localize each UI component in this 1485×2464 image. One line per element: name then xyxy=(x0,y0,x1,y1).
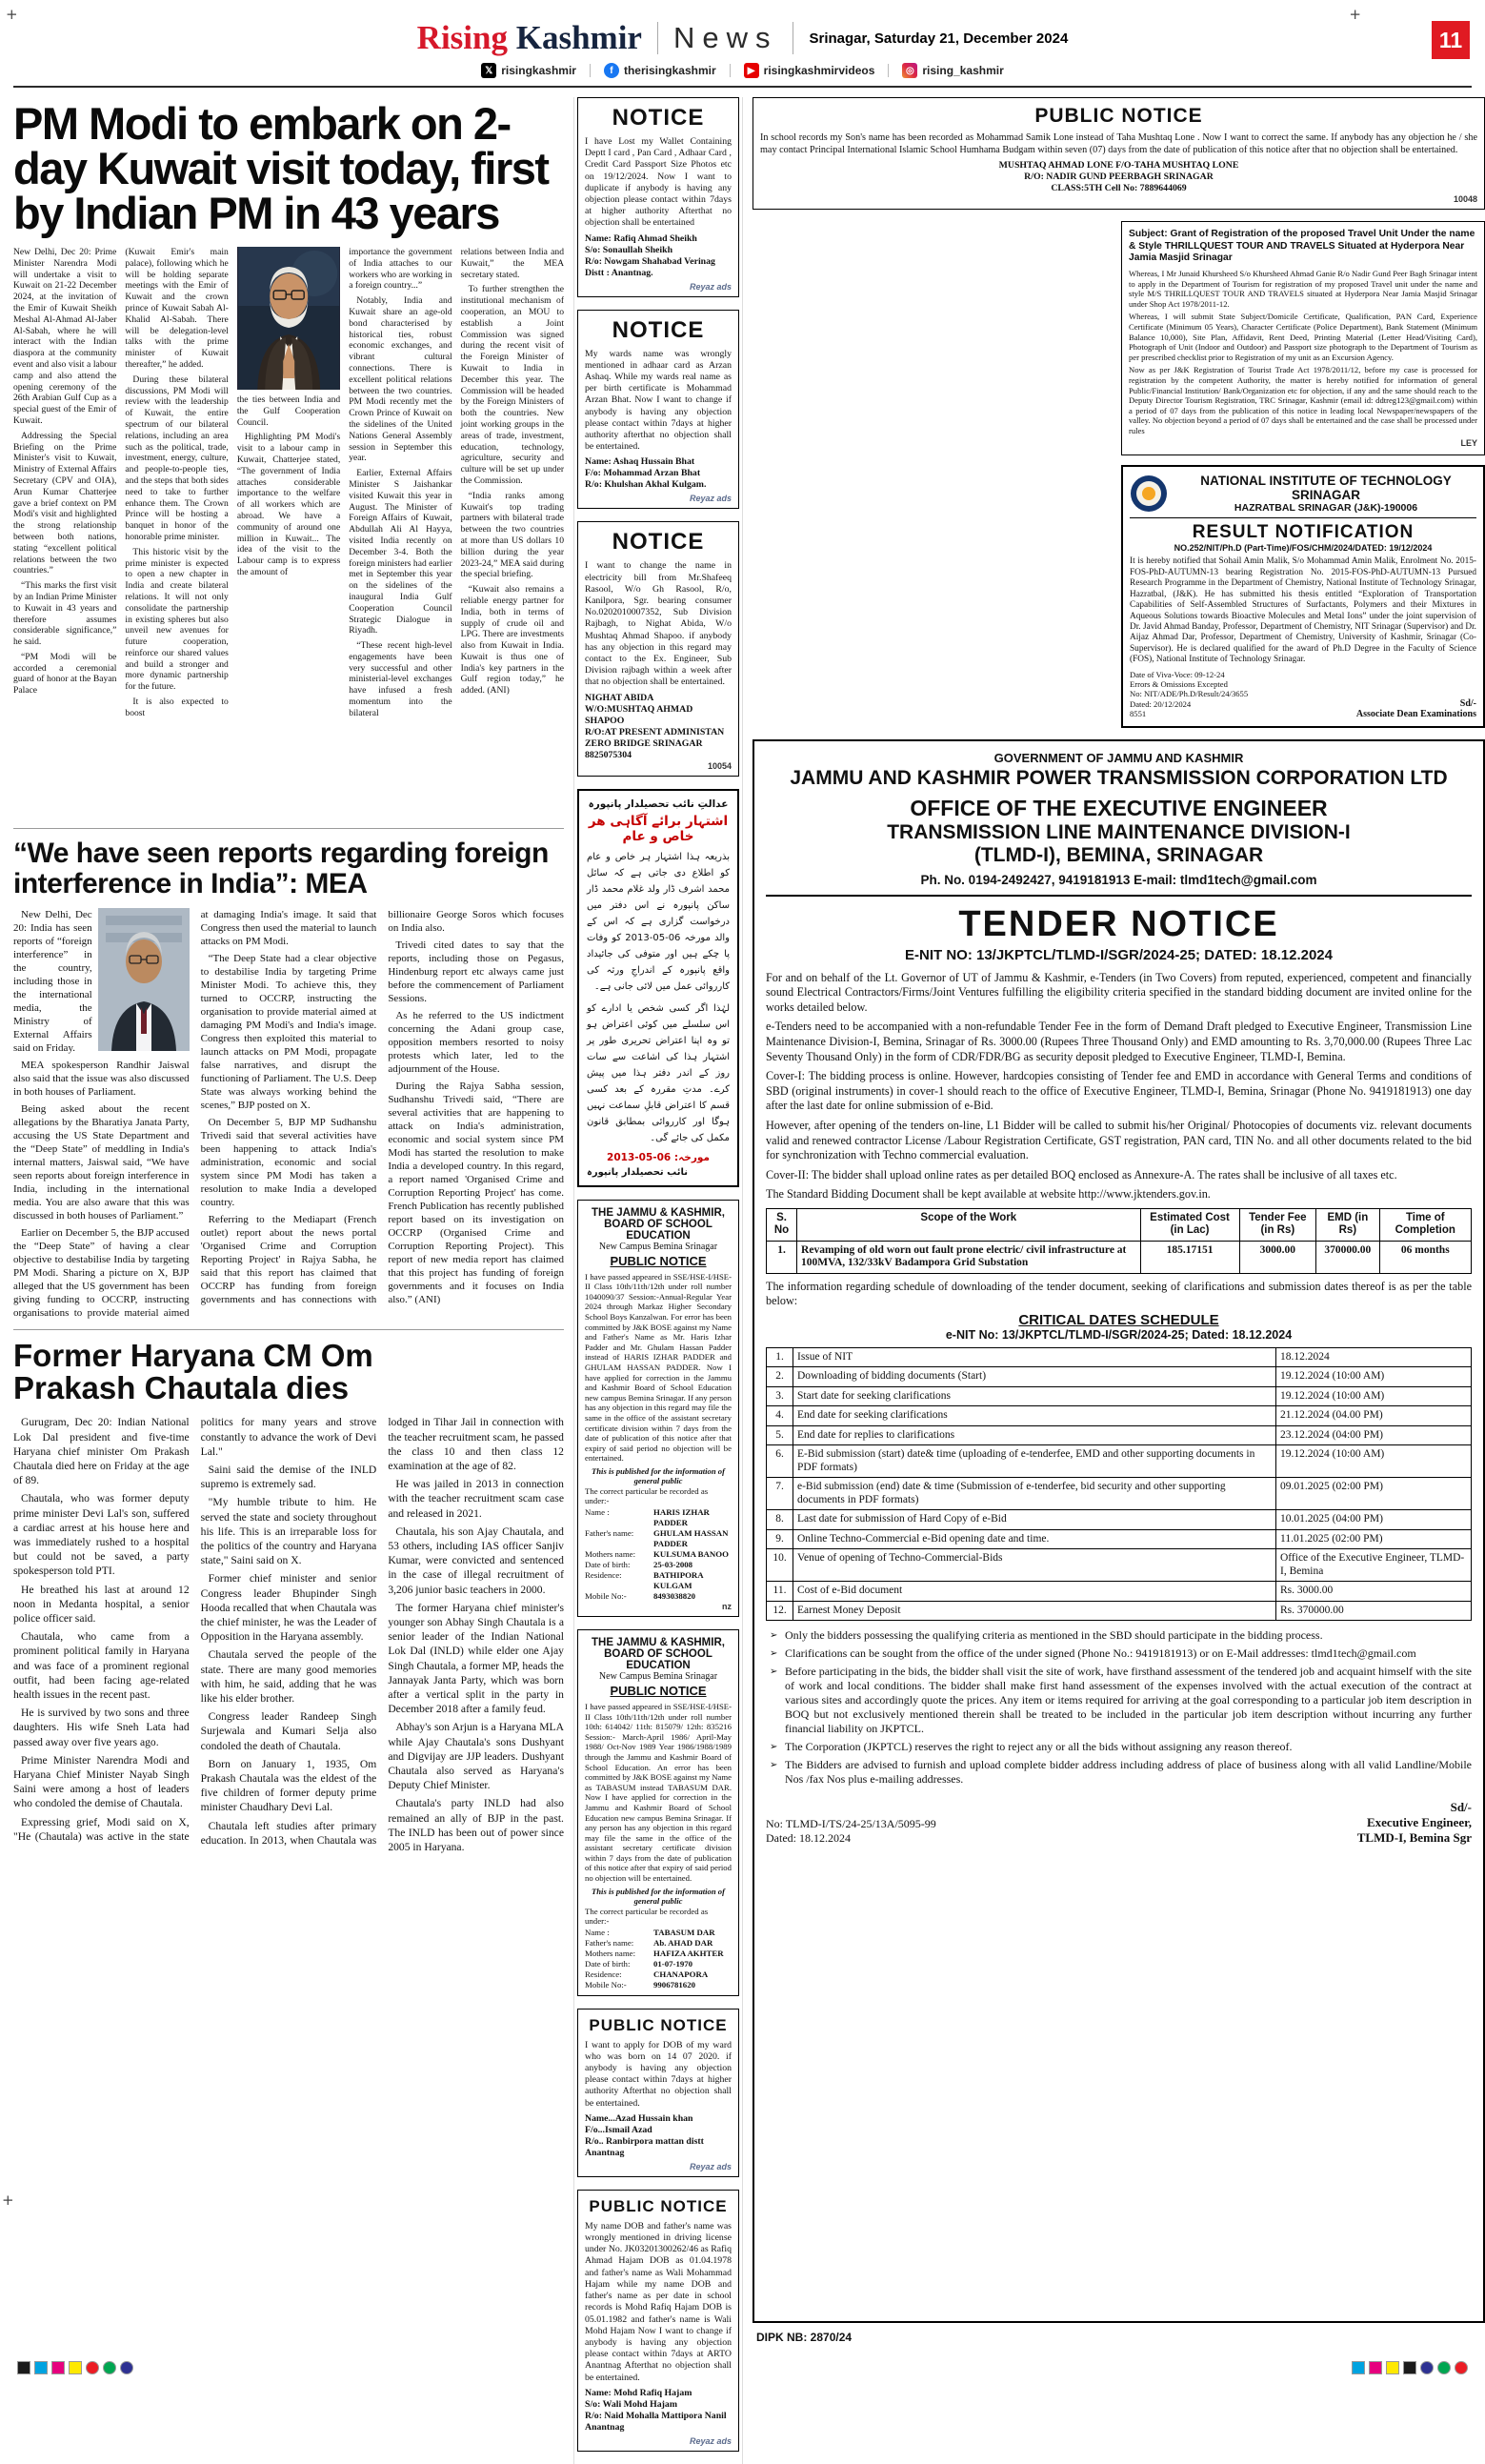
paragraph: Chautala, who came from a prominent political family in Haryana and was face of a prominent regional outfit, had been facing age-related health issues in the recent past. xyxy=(13,1630,190,1701)
column-header: Time of Completion xyxy=(1379,1208,1471,1241)
table-row: Name : HARIS IZHAR PADDER xyxy=(585,1506,710,1527)
paragraph: During the Rajya Sabha session, Sudhanshu Trivedi said, “There are several activities that are happening to attack on India's administration, economic and social system since PM Modi has started the resolution to make India a developed country. In this regard, a report named 'Organised Crime and Corruption Reporting Project' has come. French Publication has recently published report based on its investigation on OCCRP (Organised Crime and Corruption Reporting Project). This report of new media report has claimed that this project has funding of foreign governments and it focuses on India also.” (ANI) xyxy=(388,1081,564,1305)
public-notice-dob xyxy=(577,2009,739,2177)
registration-mark: + xyxy=(1349,6,1361,23)
paragraph: To further strengthen the institutional mechanism of cooperation, an MOU to establish a Joint Commission was signed during the recent visit of the Foreign Minister of Kuwait to India in December this year. The Commission will be headed by the Foreign Ministers of both the countries. New joint working groups in the areas of trade, investment, education, technology, agriculture, security and culture will be set up under the Commission. xyxy=(460,284,564,486)
table-row: 12. Earnest Money Deposit Rs. 370000.00 xyxy=(767,1601,1472,1621)
notice-signatory xyxy=(585,693,732,761)
paragraph: “PM Modi will be accorded a ceremonial guard of honor at the Bayan Palace xyxy=(13,651,117,697)
social-handle: therisingkashmir xyxy=(623,64,716,77)
column-header: Scope of the Work xyxy=(797,1208,1140,1241)
mea-spokesperson-photo xyxy=(98,908,190,1051)
brand-kashmir: Kashmir xyxy=(515,19,642,56)
paragraph: Highlighting PM Modi's visit to a labour camp in Kuwait, Chatterjee stated, “The government of India attaches considerable importance to the welfare of all workers which are abroad. We have a community of around one million in Kuwait... The idea of the visit to the Labour camp is to express the amount of xyxy=(236,432,341,577)
sd-line: Sd/- xyxy=(1450,1800,1472,1815)
notice-signatory-line: S/o: Sonaullah Sheikh xyxy=(585,244,673,255)
critical-dates-table xyxy=(766,1347,1472,1622)
brand-rising: Rising xyxy=(416,19,508,56)
notice-signatory xyxy=(585,2113,732,2159)
social-handle: rising_kashmir xyxy=(922,64,1004,77)
table-row: 5. End date for replies to clarifications 23.12.2024 (04:00 PM) xyxy=(767,1425,1472,1445)
notice-ref-number: LEY xyxy=(1460,438,1477,449)
notice-title: PUBLIC NOTICE xyxy=(589,2015,728,2034)
nit-address-line: HAZRATBAL SRINAGAR (J&K)-190006 xyxy=(1234,502,1418,515)
reyaz-ads-stamp: Reyaz ads xyxy=(689,2435,732,2446)
column-header: EMD (in Rs) xyxy=(1316,1208,1379,1241)
table-row: 7. e-Bid submission (end) date & time (Submission of e-tenderfee, bid security and other supporting documents in PDF formats) 09.01.2025 (02:00 PM) xyxy=(767,1478,1472,1510)
table-row: 8. Last date for submission of Hard Copy of e-Bid 10.01.2025 (04:00 PM) xyxy=(767,1510,1472,1530)
paragraph: During these bilateral discussions, PM Modi will review with the leadership of Kuwait, the entire spectrum of our bilateral relations, including an area such as the political, trade, investment, energy, culture, and people-to-people ties, and the steps that both sides need to take to further enhance them. The Crown Prince will be hosting a banquet in honor of the honorable prime minister. xyxy=(125,374,229,542)
notice-body: I have passed appeared in SSE/HSE-I/HSE-II Class 10th/11th/12th under roll number 1040090/37 Session:-Annual-Regular Year 2024 through Markaz Higher Secondary School Boys Kanzalwan. For error has been committed by J&K BOSE against my Name and Father's Name as Mr. Haris Izhar Padder and Mr. Ghulam Hassan Padder instead of HARIS IZHAR PADDER and GHULAM HASSAN PADDER. Now I have applied for correction in the Jammu and Kashmir Board of School Education new campus Bemina Srinagar. If any person has any objection in this regard may file the same in the office of the assistant secretary certificate division within 7 days from the date of publication of this notice after that expiry of said period no objection will be entertained. xyxy=(585,1271,732,1464)
social-instagram-handle[interactable] xyxy=(902,63,1003,78)
chautala-article-body xyxy=(13,1415,564,1854)
article-column xyxy=(13,247,116,818)
notice-body: I have Lost my Wallet Containing Deptt I card , Pan Card , Adhaar Card , Credit Card Passport Size Photos etc on 19/12/2024. Now I want to duplicate if anybody is having any objection please contact within 7days at higher authority Afterthat no objection shall be entertained xyxy=(585,136,732,229)
notice-signatory-line: S/o: Wali Mohd Hajam xyxy=(585,2398,677,2410)
notices-row xyxy=(753,221,1485,727)
table-row: 9. Online Techno-Commercial e-Bid opening date and time. 11.01.2025 (02:00 PM) xyxy=(767,1529,1472,1549)
notice-body: My wards name was wrongly mentioned in adhaar card as Arzan Ashaq. While my wards real name as per birth certificate is Mohammad Arzan Bhat. Now I want to change if anybody is having any objection please contact within 7days at higher authority afterthat no objection shall be entertained. xyxy=(585,348,732,453)
notice-signatory-line: NIGHAT ABIDA xyxy=(585,692,654,703)
jkbose-public-notice-2 xyxy=(577,1629,739,1996)
urdu-notice-office: عدالتِ نائب تحصیلدار پانپورہ xyxy=(588,798,729,810)
social-facebook-handle[interactable] xyxy=(604,63,716,78)
notice-signatory xyxy=(585,2388,732,2434)
article-divider xyxy=(13,828,564,829)
paragraph: Congress leader Randeep Singh Surjewala and Kumari Selja also condoled the death of Chautala. xyxy=(200,1710,377,1752)
article-column xyxy=(125,247,228,818)
paragraph: “These recent high-level engagements have been very successful and other ministerial-level exchanges have infused a fresh momentum into the bilateral xyxy=(349,640,452,718)
correct-particulars-intro: The correct particular be recorded as under:- xyxy=(585,1485,709,1505)
notice-signatory xyxy=(760,160,1477,194)
paper-brand xyxy=(417,19,642,57)
sd-line: Sd/- xyxy=(1459,697,1476,709)
dateline: Srinagar, Saturday 21, December 2024 xyxy=(809,30,1069,47)
pm-modi-portrait-illustration xyxy=(237,247,340,390)
jkbose-campus: New Campus Bemina Srinagar xyxy=(598,1670,718,1682)
public-notice-driving-licence xyxy=(577,2190,739,2452)
column-header: Estimated Cost (in Lac) xyxy=(1140,1208,1239,1241)
office-line-2: TRANSMISSION LINE MAINTENANCE DIVISION-I xyxy=(887,820,1351,843)
youtube-icon: ▶ xyxy=(744,63,759,78)
article-column-text xyxy=(237,394,340,578)
paragraph: MEA spokesperson Randhir Jaiswal also said that the issue was also discussed in both houses of Parliament. xyxy=(13,1060,190,1098)
classified-notices-column xyxy=(573,97,743,2464)
masthead xyxy=(0,0,1485,57)
pm-modi-photo xyxy=(237,247,340,390)
result-signature xyxy=(1356,698,1476,719)
work-scope-table xyxy=(766,1208,1472,1274)
notice-ref-number: 10054 xyxy=(707,760,732,771)
paragraph: Abhay's son Arjun is a Haryana MLA while Ajay Chautala's sons Dushyant and Digvijay are JJP leaders. Dushyant Chautala also served as Haryana's Deputy Chief Minister. xyxy=(388,1721,564,1792)
paragraph: Cover-I: The bidding process is online. However, hardcopies consisting of Tender fee and EMD in accordance with General Terms and conditions of SBD (original instruments) in cover-1 should reach to the office of Executive Engineer, TLMD-I, Bemina, Srinagar (Phone No. 9419181913) one day after the last date for online submission of e-Bid. xyxy=(766,1069,1472,1113)
paragraph: Chautala served the people of the state. There are many good memories with him, he said, adding that he was like his elder brother. xyxy=(200,1648,377,1705)
jkbose-org-name: THE JAMMU & KASHMIR, BOARD OF SCHOOL EDUCATION xyxy=(592,1636,725,1671)
official-notices-column xyxy=(753,97,1485,2344)
paragraph: On December 5, BJP MP Sudhanshu Trivedi said that several activities have been happening to attack India's administration, economic and social system since PM Modi has taken a resolution to make India a developed country. xyxy=(200,1117,377,1208)
paragraph: Cover-II: The bidder shall upload online rates as per detailed BOQ enclosed as Annexure-A. The rates shall be inclusive of all taxes etc. xyxy=(766,1167,1397,1182)
contact-line[interactable]: Ph. No. 0194-2492427, 9419181913 E-mail: tlmd1tech@gmail.com xyxy=(920,872,1317,887)
notice-signatory-line: R/O:AT PRESENT ADMINISTAN ZERO BRIDGE SRINAGAR xyxy=(585,726,725,749)
reyaz-ads-stamp: Reyaz ads xyxy=(689,281,732,292)
viva-date: Date of Viva-Voce: 09-12-24 xyxy=(1130,669,1225,679)
paragraph: The former Haryana chief minister's younger son Abhay Singh Chautala is a senior leader of the Indian National Lok Dal (INLD) while elder one Ajay Singh Chautala, a former MP, heads the Jannayak Janta Party, which was born after a vertical split in the party in December 2018 after a family feud. xyxy=(388,1601,564,1716)
notice-signatory xyxy=(585,233,732,279)
divider xyxy=(888,64,889,77)
paragraph: New Delhi, Dec 20: Prime Minister Narendra Modi will undertake a visit to Kuwait on 21-22 December 2024, at the invitation of the Emir of Kuwait Sheikh Meshal Al-Ahmad Al-Jaber Al-Sabah, where he will interact with the Indian diaspora at the community event and also visit a labour camp and also attend the opening ceremony of the 26th Arabian Gulf Cup as a special guest of the Emir of Kuwait. xyxy=(13,247,117,426)
notice-title: PUBLIC NOTICE xyxy=(610,1683,707,1698)
subject-heading: Subject: Grant of Registration of the proposed Travel Unit Under the name & Style THRILLQUEST TOUR AND TRAVELS Situated at Hyderpora Near Jamia Masjid Srinagar xyxy=(1129,229,1475,264)
result-small-ref: 8551 xyxy=(1130,709,1147,719)
notice-signatory-line: Distt : Anantnag. xyxy=(585,267,653,278)
notice-signatory-line: W/O:MUSHTAQ AHMAD SHAPOO xyxy=(585,703,693,726)
paragraph: "My humble tribute to him. He served the state and society throughout his life. This is an irreparable loss for the politics of the country and Haryana state," Saini said on X. xyxy=(200,1496,377,1567)
article-column xyxy=(349,247,452,818)
urdu-notice-signature: نائب تحصیلدار پانپورہ xyxy=(587,1166,688,1178)
jkbose-public-notice-1 xyxy=(577,1200,739,1617)
dean-line: Associate Dean Examinations xyxy=(1355,708,1476,719)
table-row: 6. E-Bid submission (start) date& time (uploading of e-tenderfee, EMD and other supporting documents in PDF formats) 19.12.2024 (10:00 AM) xyxy=(767,1445,1472,1478)
chautala-headline: Former Haryana CM Om Prakash Chautala dies xyxy=(13,1338,373,1405)
tender-no-line: No: TLMD-I/TS/24-25/13A/5095-99 xyxy=(766,1817,936,1831)
table-row: Father's name: GHULAM HASSAN PADDER xyxy=(585,1527,729,1548)
result-body: It is hereby notified that Sohail Amin Malik, S/o Mohammad Amin Malik, Enrolment No. 2015-FOS-PhD-AUTUMN-13 bearing Registration No. 2015-FOS-PhD-AUTUMN-13 Pursued Research Programme in the Department of Chemistry, National Institute of Technology Srinagar, Hazratbal, (J&K). He has submitted his thesis entitled “Exploration of Transportation Capabilities of Self-Assembled Structures of Surfactants, Polymers and their Mixtures in Aqueous Solutions towards Bioactive Molecules and Metal Ions” under the joint supervision of Dr. Javid Ahmad Banday, Professor, Department of Chemistry, NIT Srinagar (Supervisor) and Dr. Aijaz Ahmad Dar, Professor, Department of Chemistry, University of Kashmir, Srinagar (Co- Supervisor). He is declared qualified for the award of Ph.D Degree in the Faculty of Science (FOS), National Institute of Technology Srinagar. xyxy=(1130,556,1476,665)
paragraph: relations between India and Kuwait,” the MEA secretary stated. xyxy=(460,247,564,280)
x-icon: 𝕏 xyxy=(481,63,496,78)
paragraph: e-Tenders need to be accompanied with a non-refundable Tender Fee in the form of Demand Draft pledged to Executive Engineer, Transmission Line Maintenance Division-I, Bemina, Srinagar of Rs. 3000.00 (Rupees Three Thousand Only) and EMD amounting to Rs. 3,70,000.00 (Rupees Three Lac Seventy Thousand Only) in the form of CDR/FDR/BG as security deposit pledged to Executive Engineer, TLMD-I, Bemina. xyxy=(766,1020,1472,1063)
table-row: 2. Downloading of bidding documents (Start) 19.12.2024 (10:00 AM) xyxy=(767,1367,1472,1387)
urdu-notice-date: مورخہ: 06-05-2013 xyxy=(607,1151,710,1163)
paragraph: However, after opening of the tenders on-line, L1 Bidder will be called to submit his/her Original/ Photocopies of documents viz. relevant documents valid and renewed contractor License /Labour Registration Certificate, GST registration, PAN card, TIN No. and all other documents related to the bid for synchronization with Techno commercial evaluation. xyxy=(766,1118,1472,1162)
paragraph: Referring to the Mediapart (French outlet) report about the news portal 'Organised Crime and Corruption Reporting Project' in Rajya Sabha, he said that this report has claimed that OCCRP has funding from foreign governments and has connections with billionaire George Soros which focuses on India also. xyxy=(200,909,564,1305)
column-header: Tender Fee (in Rs) xyxy=(1239,1208,1316,1241)
notice-title: PUBLIC NOTICE xyxy=(589,2196,728,2215)
particulars-table xyxy=(585,1507,732,1602)
condition-item: ➢ Clarifications can be sought from the office of the under signed (Phone No.: 9419181913) or on E-Mail addresses: tlmd1tech@gmail.com xyxy=(770,1646,1472,1661)
table-row: Date of birth: 25-03-2008 xyxy=(585,1559,693,1569)
table-row: 4. End date for seeking clarifications 21.12.2024 (04.00 PM) xyxy=(767,1406,1472,1426)
table-row: 10. Venue of opening of Techno-Commercial-Bids Office of the Executive Engineer, TLMD-I, Bemina xyxy=(767,1549,1472,1582)
tender-footer-left xyxy=(766,1817,936,1846)
tender-date-line: Dated: 18.12.2024 xyxy=(766,1831,851,1846)
paragraph: Being asked about the recent allegations by the Bharatiya Janata Party, accusing the US State Department and the “Deep State” of meddling in India's internal matters, Jaiswal said, “We have seen reports about foreign interference in India, including in the international media. You are also aware that this was discussed in both houses of Parliament.” xyxy=(13,1103,190,1222)
table-row: Date of birth: 01-07-1970 xyxy=(585,1958,693,1969)
particulars-table xyxy=(585,1928,732,1990)
table-row: Mothers name: KULSUMA BANOO xyxy=(585,1548,729,1559)
result-notification-title: RESULT NOTIFICATION xyxy=(1192,522,1415,543)
condition-item: ➢ The Corporation (JKPTCL) reserves the right to reject any or all the bids without assigning any reason thereof. xyxy=(770,1740,1472,1754)
instagram-icon: ◎ xyxy=(902,63,917,78)
paragraph: Saini said the demise of the INLD supremo is extremely sad. xyxy=(200,1463,377,1491)
paragraph: Expressing grief, Modi said on X, "He (Chautala) was active in the state politics for many years and strove constantly to advance the work of Devi Lal." xyxy=(13,1416,377,1843)
table-row: 1. Revamping of old worn out fault prone electric/ civil infrastructure at 100MVA, 132/33kV Badampora Grid Substation 185.17151 3000.00 370000.00 06 months xyxy=(767,1241,1472,1273)
nit-org-name xyxy=(1175,474,1476,514)
social-x-handle[interactable] xyxy=(481,63,576,78)
urdu-notice-body xyxy=(587,849,730,1146)
color-calibration-bar xyxy=(17,2361,133,2374)
mea-article-text xyxy=(13,908,564,1320)
office-line-1: OFFICE OF THE EXECUTIVE ENGINEER xyxy=(910,795,1328,820)
paragraph: Whereas, I Mr Junaid Khursheed S/o Khursheed Ahmad Ganie R/o Nadir Gund Peer Bagh Srinagar intent to apply in the Department of Tourism for registration of my proposed Travel unit under the name and style M/S THRILLQUEST TOUR AND TRAVELS situated at Hyderpora Near Jamia Masjid Srinagar under Shop Act 1978/2011-12. xyxy=(1129,268,1477,309)
enit-line: E-NIT NO: 13/JKPTCL/TLMD-I/SGR/2024-25; DATED: 18.12.2024 xyxy=(904,946,1333,963)
paragraph: Chautala, his son Ajay Chautala, and 53 others, including IAS officer Sanjiv Kumar, were convicted and sentenced in the case of illegal recruitment of 3,206 junior basic teachers in 2000. xyxy=(388,1525,564,1596)
result-date-line: Dated: 20/12/2024 xyxy=(1130,698,1192,709)
social-handle: risingkashmir xyxy=(501,64,576,77)
notice-body: In school records my Son's name has been recorded as Mohammad Samik Lone instead of Taha Mushtaq Lone . Now I want to correct the same. If anybody has any objection he / she may contact Principal International Islamic School Humhama Budgam within seven (07) days from the date of publication of this notice after that no objection shall be entertained. xyxy=(760,132,1477,155)
notice-signatory-line: MUSHTAQ AHMAD LONE F/O-TAHA MUSHTAQ LONE xyxy=(998,160,1239,172)
paragraph: Earlier, External Affairs Minister S Jaishankar visited Kuwait this year in August. The Minister of Foreign Affairs of Kuwait, Abdullah Ali Al Hayya, visited India recently on December 3-4. Both the foreign ministers had earlier met in September this year on the sidelines of the inaugural India Gulf Cooperation Council Strategic Dialogue in Riyadh. xyxy=(349,468,452,636)
urdu-notice-title: اشتہار برائے آگاہی هر خاص و عام xyxy=(588,813,729,844)
condition-item: ➢ Before participating in the bids, the bidder shall visit the site of work, have firsthand assessment of the tendered job and acquaint himself with the site of work and local conditions. The bidder shall make first hand assessment of the expenses involved with the actual execution of the contract at various sites and accordingly quote the prices. Any item or items required for arriving at the goal corresponding to a particular job item description in BOQ but not exclusively mentioned therein shall be treated to be included in the particular job item description without incurring any further financial liability on JKPTCL. xyxy=(770,1665,1472,1736)
paragraph: Chautala's party INLD had also remained an ally of BJP in the past. The INLD has been out of power since 2005 in Haryana. xyxy=(388,1797,564,1853)
paragraph: Born on January 1, 1935, Om Prakash Chautala was the eldest of the five children of former deputy prime minister Chaudhary Devi Lal. xyxy=(200,1757,377,1814)
dipk-reference: DIPK NB: 2870/24 xyxy=(756,2330,853,2344)
notice-body: I want to change the name in electricity bill from Mr.Shafeeq Rasool, W/o Gh Rasool, R/o, Kanilpora, Sgr. bearing consumer No.0202010007352, Sub Division Rajbagh, to Nighat Abida, W/o Mushtaq Ahmad Shapoo. if anybody has any objection in this regard may contact to the Ex. Engineer, Sub Division rajbagh within a week after that no objection shall be entertained. xyxy=(585,560,732,688)
nit-logo-icon xyxy=(1130,475,1168,513)
notice-electricity-bill xyxy=(577,521,739,776)
paragraph: New Delhi, Dec 20: India has seen reports of “foreign interference” in the country, including those in the international media, the Ministry of External Affairs said on Friday. xyxy=(13,909,92,1054)
work-table-header-row xyxy=(767,1208,1472,1241)
condition-item: ➢ Only the bidders possessing the qualifying criteria as mentioned in the SBD should participate in the bidding process. xyxy=(770,1628,1472,1643)
result-footer xyxy=(1130,670,1476,719)
table-row: 1. Issue of NIT 18.12.2024 xyxy=(767,1347,1472,1367)
correct-particulars-intro: The correct particular be recorded as under:- xyxy=(585,1906,709,1926)
table-row: Name : TABASUM DAR xyxy=(585,1927,715,1937)
paragraph: The Standard Bidding Document shall be kept available at website http://www.jktenders.gov.in. xyxy=(766,1187,1211,1202)
notice-lost-wallet xyxy=(577,97,739,297)
notice-title: NOTICE xyxy=(612,105,705,131)
critical-dates-title: CRITICAL DATES SCHEDULE xyxy=(1018,1311,1219,1328)
notice-signatory-line: 8825075304 xyxy=(585,749,632,760)
tender-footer xyxy=(766,1800,1472,1846)
divider xyxy=(590,64,591,77)
notice-info-line: This is published for the information of general public xyxy=(592,1465,725,1485)
table-row: Residence: BATHIPORA KULGAM xyxy=(585,1569,704,1590)
paragraph: importance the government of India attaches to our workers who are working in a foreign country...” xyxy=(349,247,452,292)
paragraph: “India ranks among Kuwait's top trading partners with bilateral trade between the two countries at more than US dollars 10 billion during the year 2023-24,” MEA said during the special briefing. xyxy=(460,490,564,580)
notice-body: I have passed appeared in SSE/HSE-I/HSE-II Class 10th/11th/12th under roll number 10th: 614042/ 11th: 815079/ 12th: 835216 Session:- March-April 1986/ April-May 1988/ Oct-Nov 1989 Year 1986/1988/1989 through the Jammu and Kashmir Board of School Education. An error has been committed by J&K BOSE against my Name as TABASUM instead TABASUM DAR. Now I have applied for correction in the Jammu and Kashmir Board of School Education new campus Bemina Srinagar. If any person has any objection in this regard may file the same in the office of the assistant secretary certificate division within 7 days from the date of publication of this notice after that expiry of said period no objection will be entertained. xyxy=(585,1701,732,1884)
social-bar xyxy=(0,63,1485,78)
jkptcl-tender-notice xyxy=(753,739,1485,2323)
mea-spokesperson-portrait-illustration xyxy=(98,908,190,1051)
notice-adhaar-name xyxy=(577,310,739,510)
table-row: Father's name: Ab. AHAD DAR xyxy=(585,1937,713,1948)
masthead-rule xyxy=(13,86,1472,88)
paragraph: Earlier on December 5, the BJP accused the “Deep State” of having a clear objective to destabilise India by targeting PM Modi. Sharing a picture on X, BJP alleged that the US government has been giving funding to OCCRP, instructing organisations to provide material aimed at damaging India's image. It said that Congress then used the material to launch attacks on PM Modi. xyxy=(13,909,377,1319)
notice-title: NOTICE xyxy=(612,316,705,343)
notice-signatory-line: F/o: Mohammad Arzan Bhat xyxy=(585,468,701,479)
notice-ref-number: 10048 xyxy=(1453,194,1477,205)
notice-signatory-line: Name: Mohd Rafiq Hajam xyxy=(585,2387,692,2398)
notice-body: I want to apply for DOB of my ward who was born on 14 07 2020. if anybody is having any objection please contact within 7days at higher authority Afterthat no objection shall be entertained. xyxy=(585,2039,732,2109)
table-row: 11. Cost of e-Bid document Rs. 3000.00 xyxy=(767,1582,1472,1602)
public-notice-school-records xyxy=(753,97,1485,210)
paragraph: (Kuwait Emir's main palace), following which he will be holding separate meetings with the Emir of Kuwait and the crown prince of Kuwait Sabah Al-Khalid Al-Sabah. There will be delegation-level talks with the prime minister of Kuwait thereafter,” he added. xyxy=(125,247,229,370)
right-notice-stack xyxy=(1121,221,1485,727)
lead-article xyxy=(13,98,564,818)
eoe-line: Errors & Omissions Excepted xyxy=(1130,678,1228,689)
article-column xyxy=(461,247,564,818)
result-footer-left xyxy=(1130,670,1248,719)
notice-signatory-line: R/o: Nowgam Shahabad Verinag xyxy=(585,255,715,267)
divider xyxy=(657,22,658,54)
notice-signatory-line: R/o.. Ranbirpora mattan distt Anantnag xyxy=(585,2135,704,2158)
paragraph: Chautala left studies after primary education. In 2013, when Chautala was lodged in Tihar Jail in connection with the teacher recruitment scam, he passed the class 10 and then class 12 examination at the age of 82. xyxy=(200,1416,564,1847)
notice-info-line: This is published for the information of general public xyxy=(592,1886,725,1906)
paragraph: Addressing the Special Briefing on the Prime Minister's visit to Kuwait, Ministry of External Affairs Secretary (CPV and OIA), Arun Kumar Chatterjee gave a brief context on PM Modi's visit and highlighted the strong relationship between both nations, stating “excellent political relations between the two countries.” xyxy=(13,430,117,576)
result-ref-line: NO.252/NIT/Ph.D (Part-Time)/FOS/CHM/2024/DATED: 19/12/2024 xyxy=(1174,543,1433,554)
main-articles-column xyxy=(13,97,564,1854)
engineer-line: Executive Engineer, xyxy=(1366,1815,1472,1830)
reyaz-ads-stamp: Reyaz ads xyxy=(689,2161,732,2171)
page-content xyxy=(0,97,1485,2464)
notice-title: NOTICE xyxy=(612,529,705,555)
page-number-badge: 11 xyxy=(1432,21,1470,59)
division-line: TLMD-I, Bemina Sgr xyxy=(1356,1830,1472,1846)
paragraph: It is also expected to boost xyxy=(125,697,229,718)
result-no-line: No: NIT/ADE/Ph.D/Result/24/3655 xyxy=(1130,689,1249,699)
facebook-icon: f xyxy=(604,63,619,78)
notice-signatory-line: F/o...Ismail Azad xyxy=(585,2124,652,2135)
paragraph: Notably, India and Kuwait share an age-old bond characterised by historical ties, robust economic exchanges, and vibrant cultural connections. There is excellent political relations between the two countries. PM Modi recently met the Crown Prince of Kuwait on the sidelines of the United Nations General Assembly session in September this year. xyxy=(349,295,452,464)
paragraph: He was jailed in 2013 in connection with the teacher recruitment scam case and released in 2021. xyxy=(388,1478,564,1520)
paragraph: He is survived by two sons and three daughters. His wife Sneh Lata had passed away over five years ago. xyxy=(13,1707,190,1748)
paragraph: “The Deep State had a clear objective to destabilise India by targeting Prime Minister Modi. To achieve this, they turned to OCCRP, instructing the organisation to provide material aimed at damaging PM Modi's and India's image. Congress then exploited this material to launch attacks on PM Modi, propagate false narratives, and disrupt the functioning of Parliament. The U.S. Deep State was always working behind the scenes,” BJP posted on X. xyxy=(200,953,377,1111)
registration-mark: + xyxy=(2,2191,14,2209)
critical-dates-subtitle: e-NIT No: 13/JKPTCL/TLMD-I/SGR/2024-25; Dated: 18.12.2024 xyxy=(945,1327,1293,1342)
subject-body xyxy=(1129,269,1477,436)
article-divider xyxy=(13,1329,564,1330)
notice-signatory-line: R/O: NADIR GUND PEERBAGH SRINAGAR xyxy=(1024,172,1214,183)
table-row: Residence: CHANAPORA xyxy=(585,1969,709,1979)
paragraph: “Kuwait also remains a reliable energy partner for India, both in terms of supply of crude oil and LPG. There are investments also from Kuwait in India. Kuwait is thus one of India's key partners in the Gulf region today,” he added. (ANI) xyxy=(460,584,564,697)
nit-header xyxy=(1130,474,1476,518)
jkbose-org-name: THE JAMMU & KASHMIR, BOARD OF SCHOOL EDUCATION xyxy=(592,1206,725,1242)
paragraph: As he referred to the US indictment concerning the Adani group case, opposition members resorted to noisy protests which later, led to the adjournment of the House. xyxy=(388,1010,564,1075)
notice-signatory xyxy=(585,456,732,491)
condition-item: ➢ The Bidders are advised to furnish and upload complete bidder address including address of place of business along with all valid Landline/Mobile Nos /fax Nos plus e-mailing addresses. xyxy=(770,1758,1472,1787)
notice-title: PUBLIC NOTICE xyxy=(1034,105,1203,127)
table-row: 3. Start date for seeking clarifications 19.12.2024 (10:00 AM) xyxy=(767,1386,1472,1406)
jkbose-campus: New Campus Bemina Srinagar xyxy=(598,1241,718,1252)
paragraph: Gurugram, Dec 20: Indian National Lok Dal president and five-time Haryana chief minister Om Prakash Chautala died here on Friday at the age of 89. xyxy=(13,1416,190,1487)
notice-ref-number: nz xyxy=(722,1601,732,1611)
reyaz-ads-stamp: Reyaz ads xyxy=(689,494,732,504)
tender-conditions-list xyxy=(770,1628,1472,1787)
paragraph: Now as per J&K Registration of Tourist Trade Act 1978/2011/12, before my case is processed for registration by the competent Authority, the matter is hereby notified for information of general Public/Financial Institution/ Bank/Organization etc for objection, if any and the same should reach to the Deputy Director Tourism Registration, TRC Srinagar, Kashmir (email id: ddtreg123@gmail.com) within a period of 07 days from the publication of this notice in leading local Newspaper/newspapers of the valley. No objection beyond a period of 07 days shall be entertained and the case shall be processed under rules xyxy=(1129,365,1477,435)
table-row: Mobile No:- 9906781620 xyxy=(585,1979,695,1989)
social-youtube-handle[interactable] xyxy=(744,63,875,78)
section-name: News xyxy=(672,21,778,54)
paragraph: Prime Minister Narendra Modi and Haryana Chief Minister Nayab Singh Saini were among a host of leaders who condoled the demise of Chautala. xyxy=(13,1753,190,1810)
column-header: S. No xyxy=(767,1208,797,1241)
lead-article-body xyxy=(13,247,564,818)
corporation-name: JAMMU AND KASHMIR POWER TRANSMISSION CORPORATION LTD xyxy=(790,766,1448,789)
mea-article xyxy=(13,838,564,1320)
office-line-3: (TLMD-I), BEMINA, SRINAGAR xyxy=(973,843,1264,866)
schedule-intro: The information regarding schedule of downloading of the tender document, seeking of clarifications and submission dates thereof is as per the table below: xyxy=(766,1279,1472,1307)
notice-signatory-line: R/o: Khulshan Akhal Kulgam. xyxy=(585,479,707,491)
urdu-public-notice xyxy=(577,789,739,1187)
notice-signatory-line: CLASS:5TH Cell No: 7889644069 xyxy=(1051,183,1187,194)
social-handle: risingkashmirvideos xyxy=(763,64,875,77)
notice-title: PUBLIC NOTICE xyxy=(610,1253,707,1268)
government-line: GOVERNMENT OF JAMMU AND KASHMIR xyxy=(993,750,1244,765)
paragraph: Chautala, who was former deputy prime minister Devi Lal's son, suffered a cardiac arrest at his house here and was immediately rushed to a hospital but could not be saved, a party spokesperson told PTI. xyxy=(13,1492,190,1578)
chautala-article xyxy=(13,1340,564,1854)
divider xyxy=(766,895,1472,897)
tender-signature xyxy=(1357,1800,1472,1846)
notice-body: My name DOB and father's name was wrongly mentioned in driving license under No. JK03201300262/46 as Rafiq Ahmad Hajam DOB as 01.04.1978 and father's name as Wali Mohammad Hajam while my name DOB and father's name as per date in school records is Mohd Rafiq Hajam DOB is 05.01.1982 and father's name is Wali Mohd Hajam Now I want to change if anybody is having any objection please contact within 7days at ARTO Anantnag Afterthat no objection shall be entertained. xyxy=(585,2220,732,2383)
table-row: Mothers name: HAFIZA AKHTER xyxy=(585,1948,724,1958)
nit-result-notification xyxy=(1121,465,1485,727)
registration-mark: + xyxy=(6,6,18,23)
notice-signatory-line: Name...Azad Hussain khan xyxy=(585,2112,693,2124)
paragraph: بذریعہ ہذا اشتہار ہر خاص و عام کو اطلاع دی جاتی ہے کہ سائل محمد اشرف ڈار ولد غلام محمد ڈار ساکن پانپورہ نے اس دفتر میں درخواست گزاری ہے کہ اس کے والد مورخہ 06-05-2013 کو وفات پا چکے ہیں اور متوفی کی جائیداد واقع پانپورہ کے اندراجِ ورثہ کی کارروائی عمل میں لائی جانی ہے۔ xyxy=(587,851,730,992)
notice-signatory-line: Name: Rafiq Ahmad Sheikh xyxy=(585,232,697,244)
lead-headline: PM Modi to embark on 2-day Kuwait visit today, first by Indian PM in 43 years xyxy=(13,98,549,238)
tender-paragraphs xyxy=(766,971,1472,1202)
paragraph: لہٰذا اگر کسی شخص یا ادارے کو اس سلسلے میں کوئی اعتراض ہو تو وہ اپنا اعتراض تحریری طور پر اشتہار ہذا کی اشاعت سے سات روز کے اندر دفتر ہذا میں پیش کرے۔ مدتِ مقررہ کے بعد کسی قسم کا اعتراض قابلِ سماعت نہیں ہوگا اور کارروائی بمطابق قانون مکمل کی جائے گی۔ xyxy=(587,1002,730,1143)
notice-signatory-line: Name: Ashaq Hussain Bhat xyxy=(585,456,695,468)
nit-name-line: NATIONAL INSTITUTE OF TECHNOLOGY SRINAGAR xyxy=(1200,474,1452,503)
paragraph: Whereas, I will submit State Subject/Domicile Certificate, Qualification, PAN Card, Experience Certificate (Minimum 05 Years), Character Certificate (Police Department), Bank Statement (Minimum Balance 10,000), Site Plan, Affidavit, Rent Deed, Printing Material (Letter Head/Visiting Card), Photograph of Unit (Indoor and Outdoor) and Passport size photograph to the Department of Tourism as per prescribed checklist prior to Registration of my unit as an Excursion Agency. xyxy=(1129,312,1477,362)
mea-headline: “We have seen reports regarding foreign interference in India”: MEA xyxy=(13,838,549,899)
article-column xyxy=(237,247,340,818)
travel-unit-registration-notice xyxy=(1121,221,1485,455)
paragraph: For and on behalf of the Lt. Governor of UT of Jammu & Kashmir, e-Tenders (in Two Covers) from reputed, experienced, competent and financially sound Electrical Contractors/Firms/Joint Ventures fulfilling the eligibility criteria specified in the standard bidding document are invited online for the works detailed below. xyxy=(766,970,1472,1014)
blank-space xyxy=(753,221,1112,727)
tender-notice-title: TENDER NOTICE xyxy=(958,903,1279,944)
paragraph: He breathed his last at around 12 noon in Medanta hospital, a senior police officer said. xyxy=(13,1583,190,1625)
paragraph: “This marks the first visit by an Indian Prime Minister to Kuwait in 43 years and therefore assumes considerable significance,” he said. xyxy=(13,580,117,648)
divider xyxy=(730,64,731,77)
paragraph: Former chief minister and senior Congress leader Bhupinder Singh Hooda recalled that when Chautala was the chief minister, he was the Leader of Opposition in the Haryana assembly. xyxy=(200,1572,377,1644)
paragraph: This historic visit by the prime minister is expected to open a new chapter in India and create bilateral relations. It will not only consolidate the partnership in existing spheres but also unveil new avenues for future cooperation, reinforce our shared values and build a stronger and more dynamic partnership for the future. xyxy=(125,546,229,693)
mea-article-body xyxy=(13,908,564,1320)
notice-signatory-line: R/o: Naid Mohalla Mattipora Nanil Anantnag xyxy=(585,2410,727,2433)
table-row: Mobile No:- 8493038820 xyxy=(585,1590,695,1601)
paragraph: the ties between India and the Gulf Cooperation Council. xyxy=(236,394,341,428)
paragraph: Trivedi cited dates to say that the reports, including those on Pegasus, Hindenburg report etc always came just before the commencement of Parliament Sessions. xyxy=(388,939,564,1004)
color-calibration-bar xyxy=(1352,2361,1468,2374)
